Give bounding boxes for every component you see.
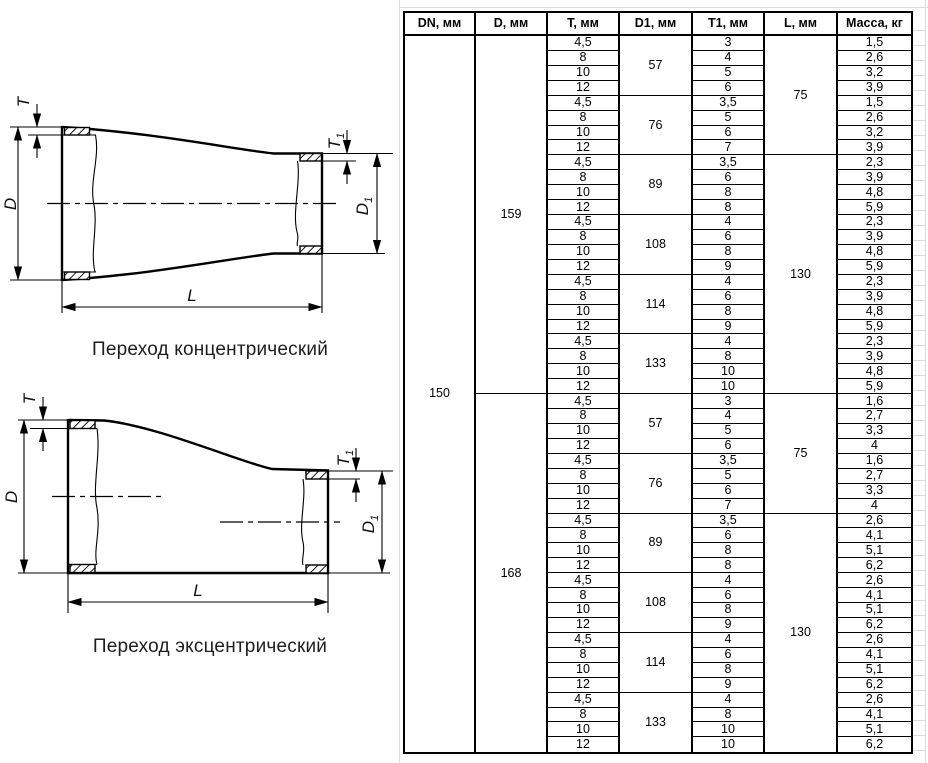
- column-header-5: L, мм: [764, 12, 837, 35]
- d1-cell: 108: [619, 215, 692, 275]
- t-cell: 12: [547, 379, 619, 394]
- t-cell: 10: [547, 603, 619, 618]
- t1-cell: 10: [692, 737, 764, 753]
- dim-label-T: T: [20, 393, 39, 405]
- mass-cell: 1,6: [837, 394, 912, 409]
- gridline-strip: [913, 16, 926, 757]
- t-cell: 8: [547, 528, 619, 543]
- column-header-0: DN, мм: [404, 12, 475, 35]
- mass-cell: 1,5: [837, 95, 912, 110]
- t1-cell: 6: [692, 528, 764, 543]
- t1-cell: 6: [692, 483, 764, 498]
- t-cell: 8: [547, 409, 619, 424]
- spec-table-body: [404, 35, 912, 753]
- dim-label-D: D: [2, 490, 21, 504]
- t-cell: 12: [547, 140, 619, 155]
- t1-cell: 3,5: [692, 95, 764, 110]
- t1-cell: 8: [692, 662, 764, 677]
- t1-cell: 7: [692, 498, 764, 513]
- t-cell: 4,5: [547, 95, 619, 110]
- t1-cell: 4: [692, 692, 764, 707]
- t-cell: 8: [547, 230, 619, 245]
- mass-cell: 3,9: [837, 170, 912, 185]
- dim-label-D1: $D_1$: [353, 196, 375, 216]
- mass-cell: 2,3: [837, 274, 912, 289]
- mass-cell: 2,3: [837, 215, 912, 230]
- t1-cell: 6: [692, 230, 764, 245]
- column-header-4: T1, мм: [692, 12, 764, 35]
- t1-cell: 8: [692, 244, 764, 259]
- mass-cell: 3,9: [837, 80, 912, 95]
- mass-cell: 3,9: [837, 140, 912, 155]
- t-cell: 12: [547, 617, 619, 632]
- t-cell: 10: [547, 662, 619, 677]
- mass-cell: 4,8: [837, 304, 912, 319]
- dim-label-T: T: [14, 96, 33, 108]
- d1-cell: 76: [619, 453, 692, 513]
- t1-cell: 6: [692, 438, 764, 453]
- eccentric-reducer-drawing: [2, 392, 393, 613]
- t1-cell: 6: [692, 125, 764, 140]
- t1-cell: 4: [692, 573, 764, 588]
- t-cell: 12: [547, 558, 619, 573]
- mass-cell: 3,9: [837, 349, 912, 364]
- t1-cell: 10: [692, 364, 764, 379]
- t-cell: 4,5: [547, 334, 619, 349]
- t1-cell: 10: [692, 722, 764, 737]
- t1-cell: 4: [692, 274, 764, 289]
- mass-cell: 5,9: [837, 200, 912, 215]
- t1-cell: 4: [692, 215, 764, 230]
- d1-cell: 57: [619, 394, 692, 454]
- t1-cell: 7: [692, 140, 764, 155]
- mass-cell: 3,2: [837, 65, 912, 80]
- gridline: [399, 7, 928, 8]
- mass-cell: 5,9: [837, 379, 912, 394]
- mass-cell: 3,2: [837, 125, 912, 140]
- dim-label-T1: $T_1$: [325, 132, 347, 150]
- mass-cell: 6,2: [837, 677, 912, 692]
- mass-cell: 5,1: [837, 722, 912, 737]
- d1-cell: 133: [619, 692, 692, 753]
- mass-cell: 2,6: [837, 513, 912, 528]
- mass-cell: 4,8: [837, 244, 912, 259]
- table-row: [404, 35, 912, 50]
- t-cell: 10: [547, 483, 619, 498]
- mass-cell: 4,1: [837, 528, 912, 543]
- d1-cell: 57: [619, 35, 692, 95]
- d1-cell: 108: [619, 573, 692, 633]
- t1-cell: 9: [692, 319, 764, 334]
- header-row: [404, 12, 912, 35]
- eccentric-caption: Переход эксцентрический: [92, 636, 328, 657]
- dim-label-L: L: [187, 286, 197, 305]
- dim-label-D: D: [1, 197, 20, 211]
- t1-cell: 9: [692, 677, 764, 692]
- mass-cell: 4,8: [837, 364, 912, 379]
- t1-cell: 4: [692, 632, 764, 647]
- d1-cell: 76: [619, 95, 692, 155]
- t1-cell: 3,5: [692, 513, 764, 528]
- t-cell: 4,5: [547, 692, 619, 707]
- spec-table-container: [403, 11, 913, 754]
- mass-cell: 4,1: [837, 647, 912, 662]
- t-cell: 4,5: [547, 215, 619, 230]
- t-cell: 4,5: [547, 274, 619, 289]
- t1-cell: 6: [692, 647, 764, 662]
- concentric-reducer-drawing: [1, 95, 393, 313]
- dn-cell: 150: [404, 35, 475, 753]
- mass-cell: 4: [837, 438, 912, 453]
- t1-cell: 8: [692, 707, 764, 722]
- t1-cell: 5: [692, 468, 764, 483]
- t1-cell: 8: [692, 304, 764, 319]
- t-cell: 10: [547, 185, 619, 200]
- dim-label-T1: $T_1$: [334, 449, 356, 467]
- t-cell: 4,5: [547, 453, 619, 468]
- t-cell: 4,5: [547, 394, 619, 409]
- l-cell: 130: [764, 155, 837, 394]
- t-cell: 12: [547, 737, 619, 753]
- mass-cell: 2,7: [837, 468, 912, 483]
- d-cell: 159: [475, 35, 547, 394]
- t1-cell: 6: [692, 80, 764, 95]
- t1-cell: 6: [692, 588, 764, 603]
- t1-cell: 5: [692, 110, 764, 125]
- d1-cell: 89: [619, 155, 692, 215]
- t1-cell: 8: [692, 349, 764, 364]
- t-cell: 10: [547, 424, 619, 439]
- mass-cell: 1,5: [837, 35, 912, 50]
- column-header-2: T, мм: [547, 12, 619, 35]
- mass-cell: 5,1: [837, 603, 912, 618]
- t-cell: 8: [547, 110, 619, 125]
- t-cell: 10: [547, 244, 619, 259]
- t-cell: 8: [547, 707, 619, 722]
- mass-cell: 2,6: [837, 50, 912, 65]
- t1-cell: 5: [692, 424, 764, 439]
- t1-cell: 9: [692, 259, 764, 274]
- t1-cell: 3: [692, 394, 764, 409]
- t1-cell: 4: [692, 334, 764, 349]
- dim-label-D1: $D_1$: [359, 514, 381, 534]
- l-cell: 75: [764, 35, 837, 155]
- t-cell: 8: [547, 170, 619, 185]
- mass-cell: 2,6: [837, 692, 912, 707]
- mass-cell: 2,3: [837, 155, 912, 170]
- dim-label-L: L: [193, 581, 203, 600]
- t-cell: 8: [547, 289, 619, 304]
- mass-cell: 5,1: [837, 662, 912, 677]
- t-cell: 12: [547, 259, 619, 274]
- t-cell: 12: [547, 319, 619, 334]
- concentric-caption: Переход концентрический: [91, 339, 329, 360]
- t1-cell: 5: [692, 65, 764, 80]
- t1-cell: 6: [692, 170, 764, 185]
- mass-cell: 6,2: [837, 737, 912, 753]
- t1-cell: 3: [692, 35, 764, 50]
- l-cell: 130: [764, 513, 837, 753]
- t1-cell: 9: [692, 617, 764, 632]
- t-cell: 12: [547, 200, 619, 215]
- t1-cell: 3,5: [692, 155, 764, 170]
- mass-cell: 2,6: [837, 632, 912, 647]
- t-cell: 10: [547, 304, 619, 319]
- extension-lines: [18, 420, 393, 613]
- d1-cell: 89: [619, 513, 692, 573]
- mass-cell: 3,9: [837, 289, 912, 304]
- spec-table-header: [404, 12, 912, 35]
- t1-cell: 4: [692, 50, 764, 65]
- t1-cell: 8: [692, 185, 764, 200]
- mass-cell: 6,2: [837, 617, 912, 632]
- d1-cell: 114: [619, 274, 692, 334]
- t1-cell: 10: [692, 379, 764, 394]
- t-cell: 8: [547, 647, 619, 662]
- t-cell: 4,5: [547, 35, 619, 50]
- mass-cell: 3,3: [837, 424, 912, 439]
- spec-table: [403, 11, 913, 754]
- t1-cell: 8: [692, 200, 764, 215]
- d1-cell: 114: [619, 632, 692, 692]
- t1-cell: 4: [692, 409, 764, 424]
- mass-cell: 3,9: [837, 230, 912, 245]
- column-header-1: D, мм: [475, 12, 547, 35]
- d-cell: 168: [475, 394, 547, 753]
- t-cell: 10: [547, 722, 619, 737]
- t-cell: 10: [547, 65, 619, 80]
- t-cell: 10: [547, 364, 619, 379]
- t-cell: 10: [547, 543, 619, 558]
- mass-cell: 5,9: [837, 319, 912, 334]
- t-cell: 4,5: [547, 155, 619, 170]
- t1-cell: 8: [692, 603, 764, 618]
- column-header-3: D1, мм: [619, 12, 692, 35]
- t-cell: 12: [547, 438, 619, 453]
- t-cell: 12: [547, 80, 619, 95]
- t-cell: 4,5: [547, 513, 619, 528]
- mass-cell: 1,6: [837, 453, 912, 468]
- t-cell: 10: [547, 125, 619, 140]
- t1-cell: 6: [692, 289, 764, 304]
- extension-lines: [10, 127, 393, 313]
- t1-cell: 8: [692, 558, 764, 573]
- t-cell: 12: [547, 498, 619, 513]
- table-row: [404, 394, 912, 409]
- mass-cell: 4,1: [837, 707, 912, 722]
- mass-cell: 4,8: [837, 185, 912, 200]
- mass-cell: 2,6: [837, 110, 912, 125]
- t-cell: 8: [547, 349, 619, 364]
- mass-cell: 2,3: [837, 334, 912, 349]
- t-cell: 12: [547, 677, 619, 692]
- t-cell: 8: [547, 588, 619, 603]
- t-cell: 4,5: [547, 573, 619, 588]
- mass-cell: 6,2: [837, 558, 912, 573]
- t-cell: 4,5: [547, 632, 619, 647]
- break-lines: [95, 429, 303, 566]
- t1-cell: 8: [692, 543, 764, 558]
- mass-cell: 5,9: [837, 259, 912, 274]
- d1-cell: 133: [619, 334, 692, 394]
- mass-cell: 4,1: [837, 588, 912, 603]
- t1-cell: 3,5: [692, 453, 764, 468]
- l-cell: 75: [764, 394, 837, 513]
- t-cell: 8: [547, 50, 619, 65]
- mass-cell: 2,7: [837, 409, 912, 424]
- mass-cell: 2,6: [837, 573, 912, 588]
- t-cell: 8: [547, 468, 619, 483]
- column-header-6: Масса, кг: [837, 12, 912, 35]
- mass-cell: 3,3: [837, 483, 912, 498]
- mass-cell: 5,1: [837, 543, 912, 558]
- mass-cell: 4: [837, 498, 912, 513]
